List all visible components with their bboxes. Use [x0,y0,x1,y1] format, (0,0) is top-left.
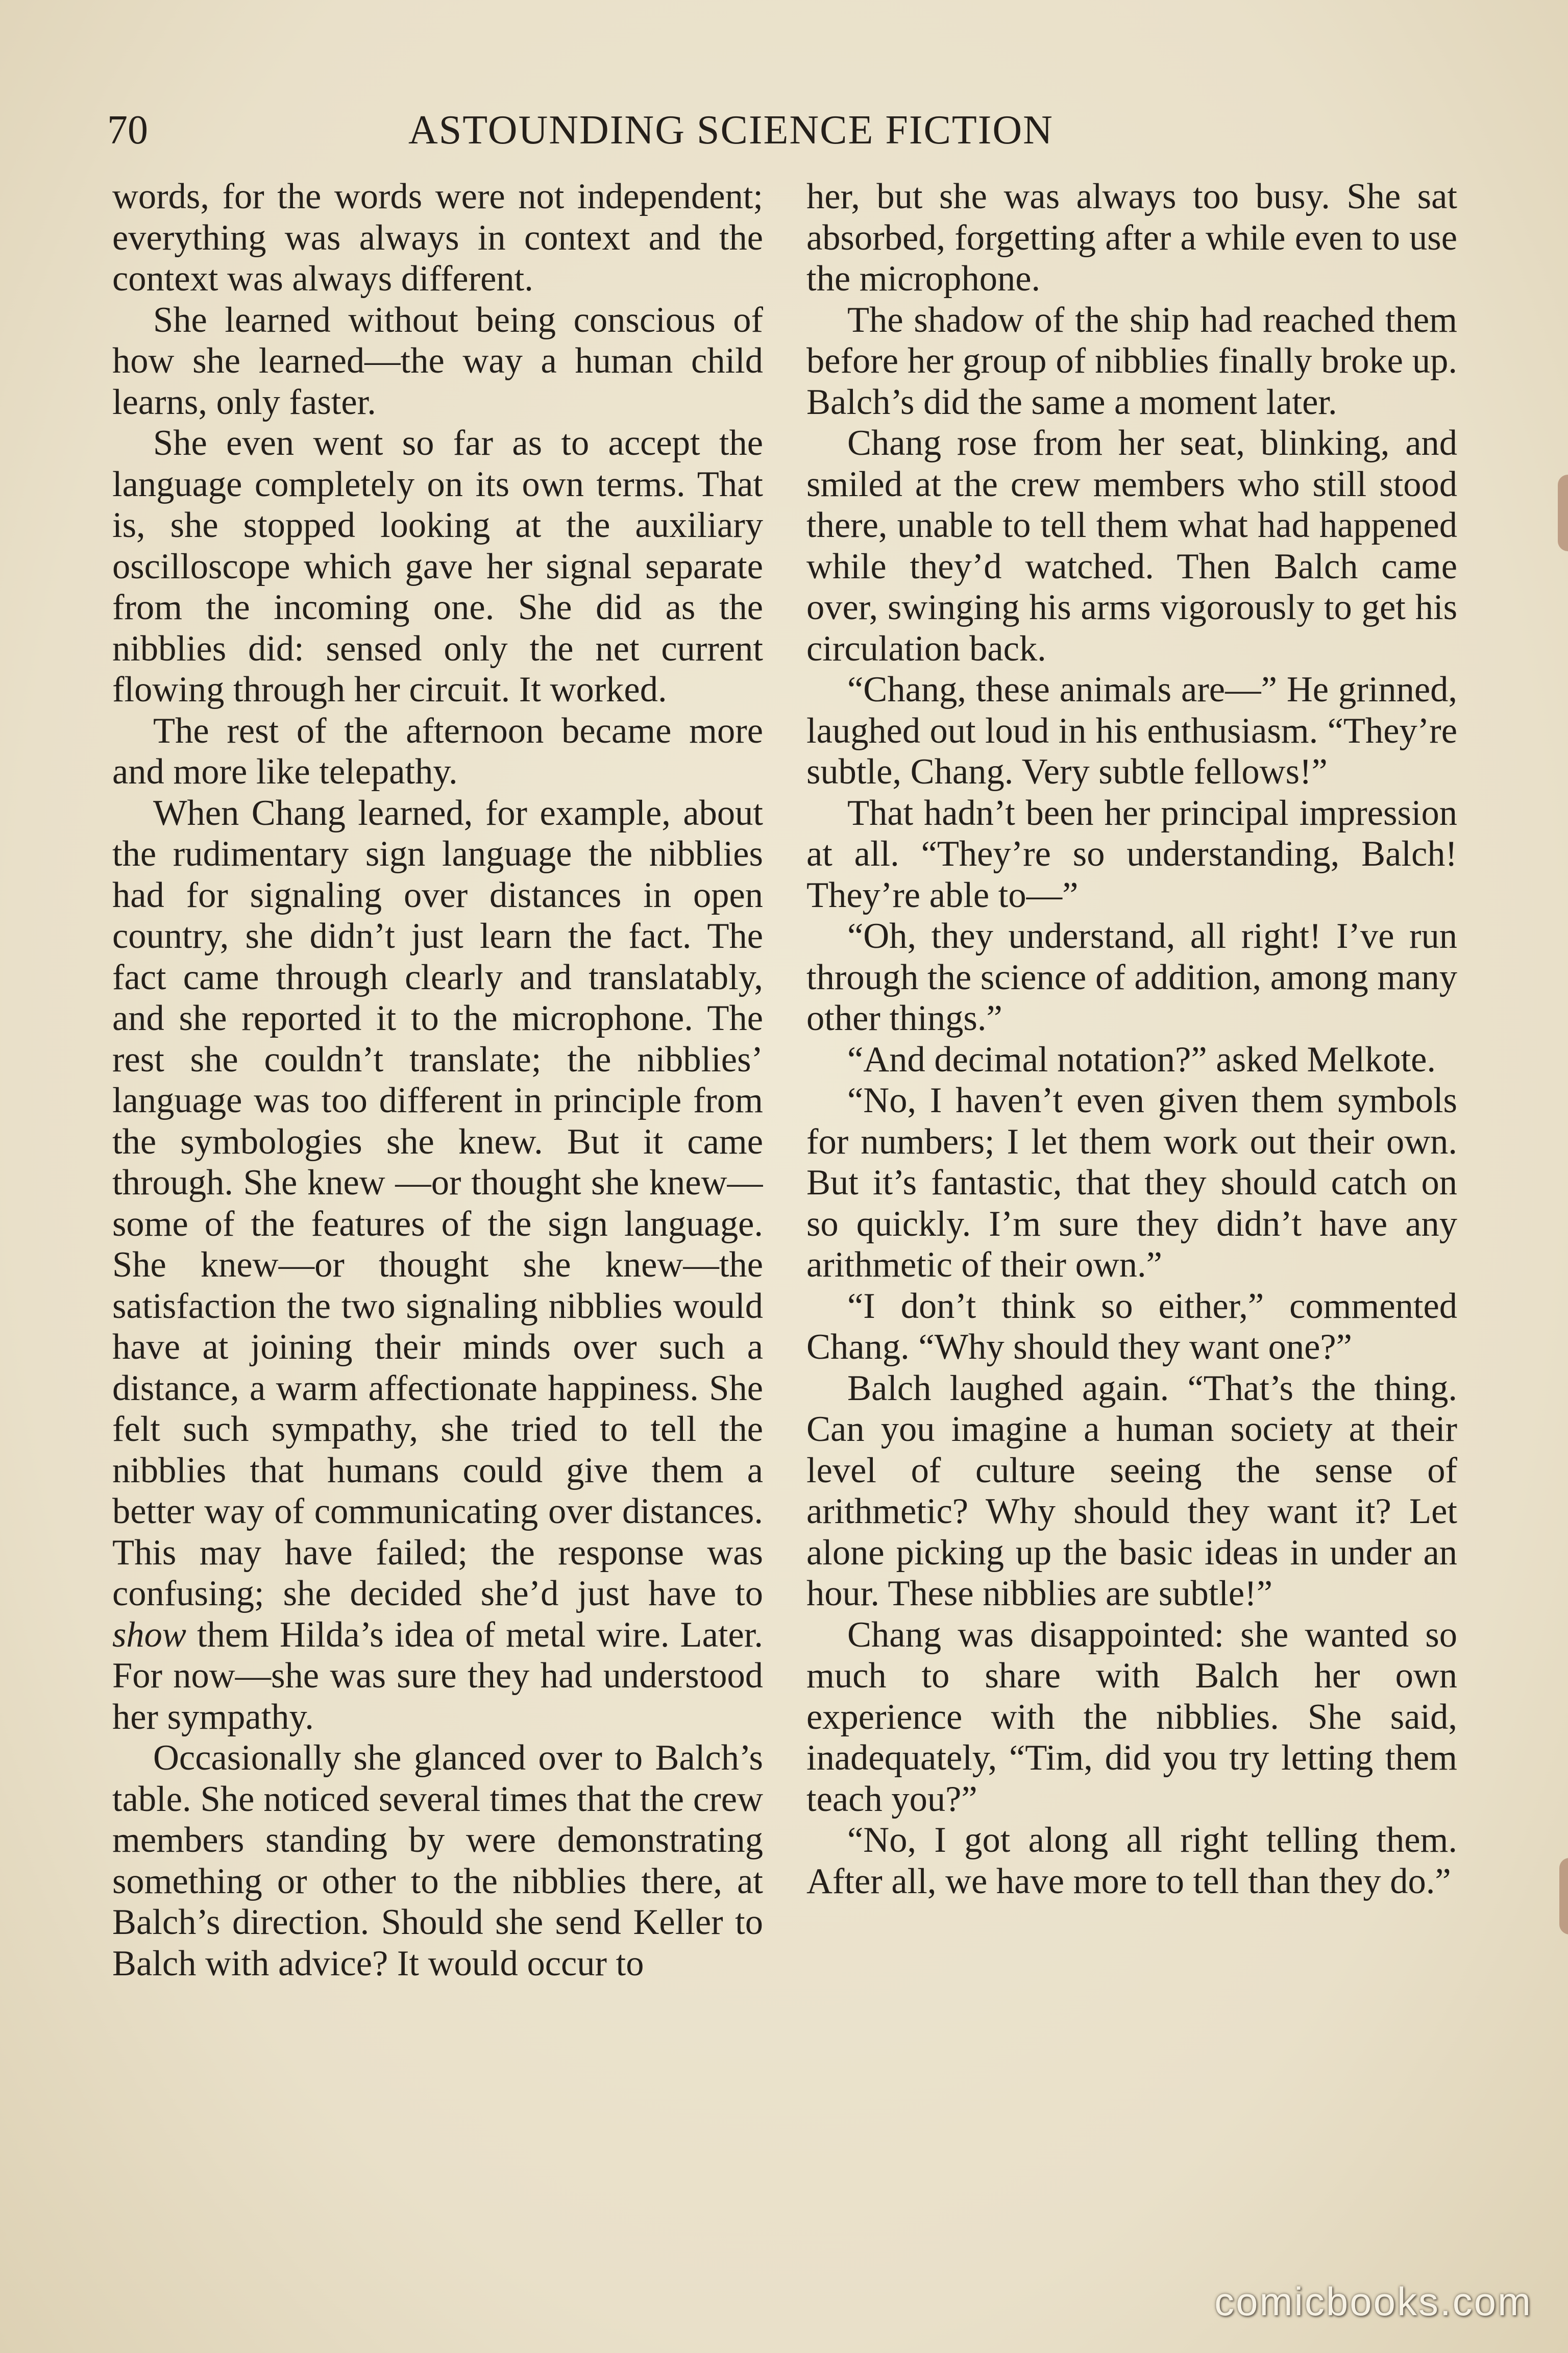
running-head: ASTOUNDING SCIENCE FICTION [408,108,1054,153]
paragraph: her, but she was always too busy. She sat absorbed, forgetting after a while even to use the microphone. [806,177,1457,299]
page-header [107,100,1455,161]
paragraph: Balch laughed again. “That’s the thing. Can you imagine a human society at their level of culture seeing the sense of arithmetic? Why should they want it? Let alone picking up the basic ideas in under an hour. These nibblies are subtle!” [806,1368,1457,1613]
paragraph: Chang was disappointed: she wanted so much to share with Balch her own experience with the nibblies. She said, inadequately, “Tim, did you try letting them teach you?” [806,1614,1457,1819]
paragraph: “No, I haven’t even given them symbols for numbers; I let them work out their own. But it’s fantastic, that they should catch on so quickly. I’m sure they didn’t have any arithmetic of their own.” [806,1081,1457,1285]
paragraph: That hadn’t been her principal impression at all. “They’re so understanding, Balch! They’re able to—” [806,793,1457,915]
text-column-left [112,176,763,2279]
paragraph: “No, I got along all right telling them. After all, we have more to tell than they do.” [806,1820,1457,1901]
paragraph: Occasionally she glanced over to Balch’s table. She noticed several times that the crew members standing by were demonstrating something or other to the nibblies there, at Balch’s direction. Should she send Keller to Balch with advice? It would occur to [112,1738,763,1983]
page-number: 70 [107,108,148,153]
paragraph: “Oh, they understand, all right! I’ve run through the science of addition, among many other things.” [806,916,1457,1038]
paragraph: “Chang, these animals are—” He grinned, laughed out loud in his enthusiasm. “They’re subtle, Chang. Very subtle fellows!” [806,670,1457,792]
paragraph: She even went so far as to accept the language completely on its own terms. That is, she stopped looking at the auxiliary oscilloscope which gave her signal separate from the incoming one. She did as the nibblies did: sensed only the net current flowing through her circuit. It worked. [112,423,763,709]
paragraph [112,793,763,1738]
paragraph: The rest of the afternoon became more and more like telepathy. [112,710,763,792]
page-stain-mark [1558,475,1568,551]
watermark: comicbooks.com [1214,2279,1532,2324]
paragraph: Chang rose from her seat, blinking, and smiled at the crew members who still stood there, unable to tell them what had happened while they’d watched. Then Balch came over, swinging his arms vigorously to get his circulation back. [806,423,1457,669]
paragraph: words, for the words were not independent; everything was always in context and the context was always different. [112,177,763,299]
paragraph: “And decimal notation?” asked Melkote. [847,1039,1436,1080]
paragraph: The shadow of the ship had reached them before her group of nibblies finally broke up. Balch’s did the same a moment later. [806,300,1457,422]
paragraph-text: When Chang learned, for example, about the rudimentary sign language the nibblies had for signaling over distances in open country, she didn’t just learn the fact. The fact came through clearly and translatably, and she reported it to the microphone. The rest she couldn’t translate; the nibblies’ language was too different in principle from the symbologies she knew. But it came through. She knew —or thought she knew—some of the features of the sign language. She knew—or thought she knew—the satisfaction the two signaling nibblies would have at joining their minds over such a distance, a warm affectionate happiness. She felt such sympathy, she tried to tell the nibblies that humans could give them a better way of communicating over distances. This may have failed; the response was confusing; she decided she’d just have to [112,793,763,1613]
paragraph: “I don’t think so either,” commented Chang. “Why should they want one?” [806,1286,1457,1367]
paragraph: She learned without being conscious of how she learned—the way a human child learns, only faster. [112,300,763,422]
paragraph-text: them Hilda’s idea of metal wire. Later. For now—she was sure they had understood her sympathy. [112,1614,763,1737]
page-stain-mark [1559,1858,1568,1934]
emphasized-word: show [112,1614,186,1655]
text-column-right [806,176,1457,2279]
